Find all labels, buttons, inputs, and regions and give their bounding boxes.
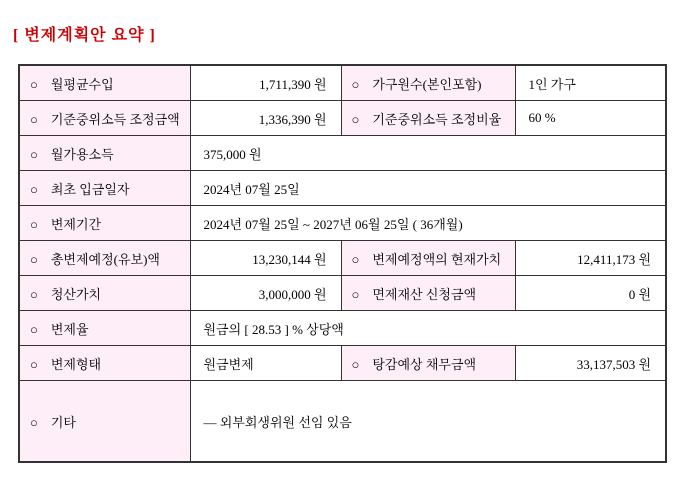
label-etc: ○ 기타 bbox=[19, 381, 190, 463]
label-first-deposit-date: ○ 최초 입금일자 bbox=[19, 171, 190, 206]
value-monthly-disposable-income: 375,000 원 bbox=[190, 136, 666, 171]
value-median-income-adjust-ratio: 60 % bbox=[515, 101, 666, 136]
value-present-value-of-repayment: 12,411,173 원 bbox=[515, 241, 666, 276]
row-first-deposit-date bbox=[19, 171, 666, 206]
row-etc bbox=[19, 381, 666, 463]
label-present-value-of-repayment: ○ 변제예정액의 현재가치 bbox=[341, 241, 515, 276]
row-liquidation-value bbox=[19, 276, 666, 311]
row-monthly-average-income bbox=[19, 65, 666, 101]
label-total-expected-repayment: ○ 총변제예정(유보)액 bbox=[19, 241, 190, 276]
value-repayment-type: 원금변제 bbox=[190, 346, 341, 381]
row-repayment-rate bbox=[19, 311, 666, 346]
value-monthly-average-income: 1,711,390 원 bbox=[190, 65, 341, 101]
label-monthly-average-income: ○ 월평균수입 bbox=[19, 65, 190, 101]
label-median-income-adjust-ratio: ○ 기준중위소득 조정비율 bbox=[341, 101, 515, 136]
row-total-expected-repayment bbox=[19, 241, 666, 276]
value-liquidation-value: 3,000,000 원 bbox=[190, 276, 341, 311]
label-monthly-disposable-income: ○ 월가용소득 bbox=[19, 136, 190, 171]
value-household-size: 1인 가구 bbox=[515, 65, 666, 101]
value-repayment-period: 2024년 07월 25일 ~ 2027년 06월 25일 ( 36개월) bbox=[190, 206, 666, 241]
label-exempt-property-amount: ○ 면제재산 신청금액 bbox=[341, 276, 515, 311]
value-median-income-adjusted-amount: 1,336,390 원 bbox=[190, 101, 341, 136]
label-household-size: ○ 가구원수(본인포함) bbox=[341, 65, 515, 101]
value-exempt-property-amount: 0 원 bbox=[515, 276, 666, 311]
label-repayment-type: ○ 변제형태 bbox=[19, 346, 190, 381]
value-total-expected-repayment: 13,230,144 원 bbox=[190, 241, 341, 276]
value-first-deposit-date: 2024년 07월 25일 bbox=[190, 171, 666, 206]
label-repayment-period: ○ 변제기간 bbox=[19, 206, 190, 241]
row-monthly-disposable-income bbox=[19, 136, 666, 171]
value-repayment-rate: 원금의 [ 28.53 ] % 상당액 bbox=[190, 311, 666, 346]
repayment-summary-table bbox=[18, 64, 667, 463]
label-repayment-rate: ○ 변제율 bbox=[19, 311, 190, 346]
document-title: [ 변제계획안 요약 ] bbox=[13, 27, 156, 44]
row-median-income-adjusted-amount bbox=[19, 101, 666, 136]
row-repayment-type bbox=[19, 346, 666, 381]
label-median-income-adjusted-amount: ○ 기준중위소득 조정금액 bbox=[19, 101, 190, 136]
row-repayment-period bbox=[19, 206, 666, 241]
label-liquidation-value: ○ 청산가치 bbox=[19, 276, 190, 311]
label-expected-debt-waived: ○ 탕감예상 채무금액 bbox=[341, 346, 515, 381]
value-expected-debt-waived: 33,137,503 원 bbox=[515, 346, 666, 381]
value-etc: ― 외부회생위원 선임 있음 bbox=[190, 381, 666, 463]
